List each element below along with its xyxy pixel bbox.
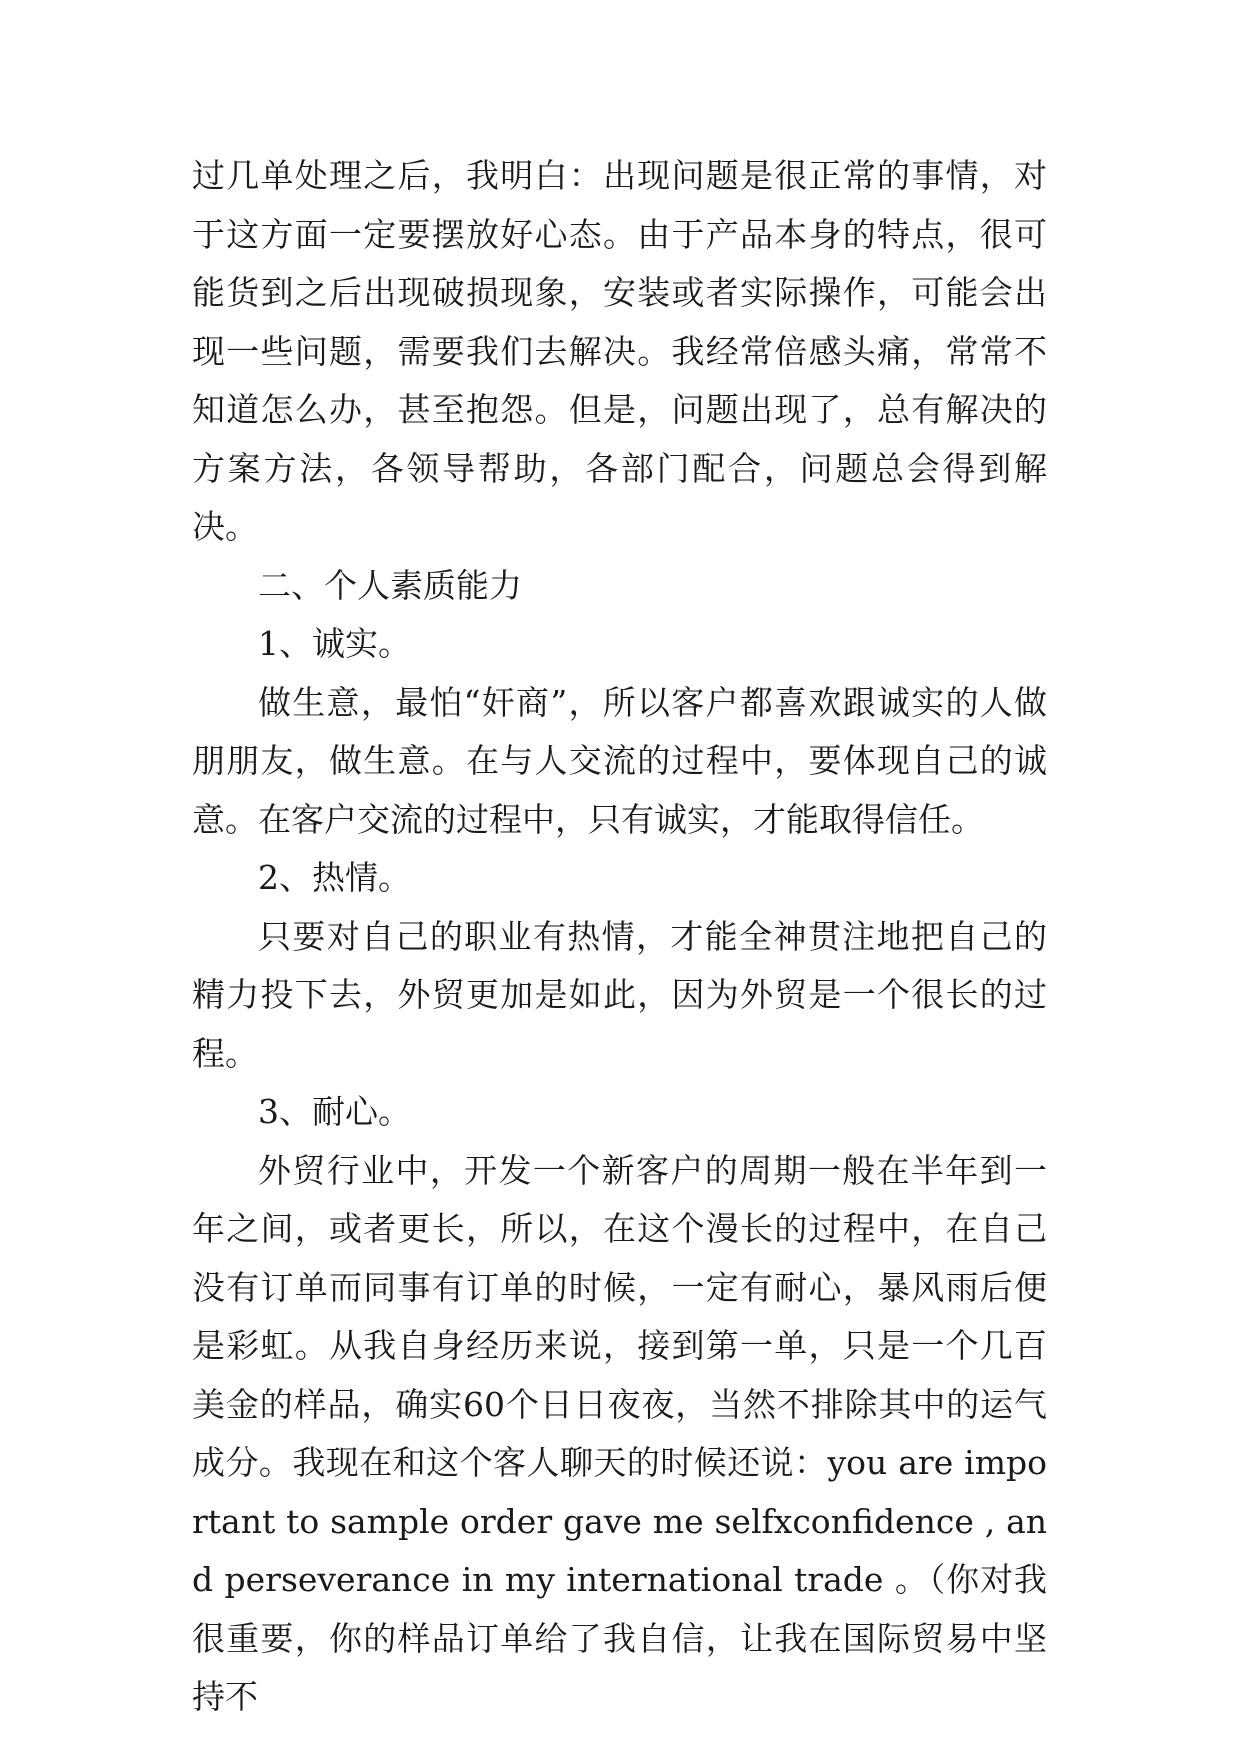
section-heading-personal-quality: 二、个人素质能力 [258,565,522,605]
paragraph-problem-handling: 过几单处理之后，我明白：出现问题是很正常的事情，对于这方面一定要摆放好心态。由于产品本身的特点，很可能货到之后出现破损现象，安装或者实际操作，可能会出现一些问题，需要我们去解决。我经常倍感头痛，常常不知道怎么办，甚至抱怨。但是，问题出现了，总有解决的方案方法，各领导帮助，各部门配合，问题总会得到解决。 [192,156,1047,546]
document-page [192,147,1047,1727]
paragraph-honesty: 做生意，最怕“奸商”，所以客户都喜欢跟诚实的人做朋朋友，做生意。在与人交流的过程中，要体现自己的诚意。在客户交流的过程中，只有诚实，才能取得信任。 [192,682,1047,839]
subheading-patience: 3、耐心。 [258,1092,411,1131]
subheading-honesty: 1、诚实。 [258,624,411,663]
subheading-enthusiasm: 2、热情。 [258,858,411,897]
paragraph-enthusiasm: 只要对自己的职业有热情，才能全神贯注地把自己的精力投下去，外贸更加是如此，因为外贸是一个很长的过程。 [192,916,1047,1073]
paragraph-patience: 外贸行业中，开发一个新客户的周期一般在半年到一年之间，或者更长，所以，在这个漫长的过程中，在自己没有订单而同事有订单的时候，一定有耐心，暴风雨后便是彩虹。从我自身经历来说，接到第一单，只是一个几百美金的样品，确实60个日日夜夜，当然不排除其中的运气成分。我现在和这个客人聊天的时候还说：you are important to sample order gave me selfxconfidence , and perseverance in my international trade 。（你对我很重要，你的样品订单给了我自信，让我在国际贸易中坚持不 [192,1150,1047,1716]
